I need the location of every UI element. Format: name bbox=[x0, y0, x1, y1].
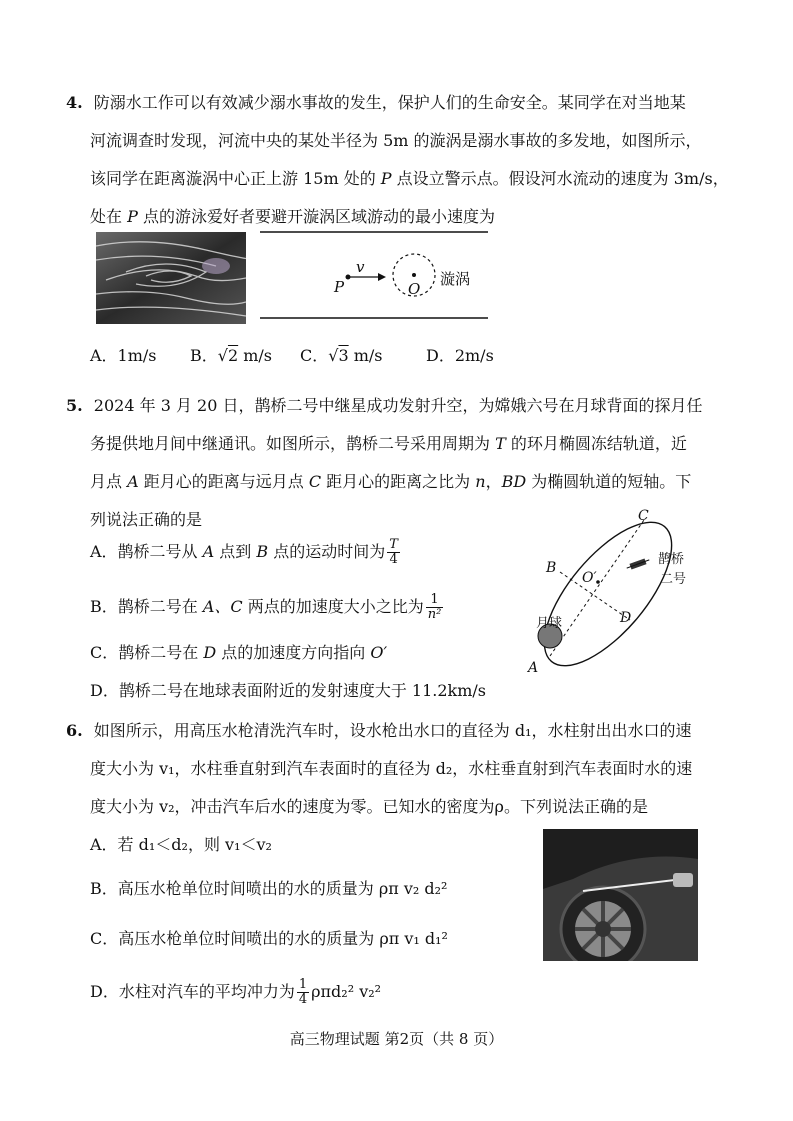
q5-line4: 列说法正确的是 bbox=[90, 510, 203, 529]
orbit-diagram bbox=[520, 508, 700, 678]
q6-option-c: C．高压水枪单位时间喷出的水的质量为 ρπ v₁ d₁² bbox=[90, 929, 448, 948]
orbit-label-C: C bbox=[638, 508, 649, 524]
fig-label-v: v bbox=[356, 258, 365, 276]
q4-line2: 河流调查时发现，河流中央的某处半径为 5m 的漩涡是溺水事故的多发地，如图所示， bbox=[90, 131, 702, 150]
q6-line2: 度大小为 v₁，水柱垂直射到汽车表面时的直径为 d₂，水柱垂直射到汽车表面时水的速 bbox=[90, 759, 693, 778]
q5-option-c: C．鹊桥二号在 D 点的加速度方向指向 O′ bbox=[90, 643, 388, 662]
fig-label-O: O bbox=[408, 280, 421, 298]
q6-option-d: D．水柱对汽车的平均冲力为 $\frac{1}{4}$ ρπd₂² v₂² bbox=[90, 977, 382, 1007]
q5-option-a: A．鹊桥二号从 A 点到 B 点的运动时间为 $\frac{T}{4}$ bbox=[90, 537, 398, 567]
q6-line3: 度大小为 v₂，冲击汽车后水的速度为零。已知水的密度为ρ。下列说法正确的是 bbox=[90, 797, 648, 816]
vortex-photo bbox=[96, 232, 246, 324]
orbit-label-O: O′ bbox=[582, 570, 597, 586]
car-wash-photo bbox=[543, 829, 698, 961]
q4-line4: 处在 P 点的游泳爱好者要避开漩涡区域游动的最小速度为 bbox=[90, 207, 495, 226]
orbit-label-B: B bbox=[546, 560, 557, 576]
q5-line2: 务提供地月间中继通讯。如图所示，鹊桥二号采用周期为 T 的环月椭圆冻结轨道，近 bbox=[90, 434, 687, 453]
q5-number: 5. bbox=[66, 396, 83, 415]
orbit-label-sat2: 二号 bbox=[660, 572, 687, 587]
q5-line3: 月点 A 距月心的距离与远月点 C 距月心的距离之比为 n，BD 为椭圆轨道的短轴。下 bbox=[90, 472, 692, 491]
q6-number: 6. bbox=[66, 721, 83, 740]
q4-line3: 该同学在距离漩涡中心正上游 15m 处的 P 点设立警示点。假设河水流动的速度为 3m/s， bbox=[90, 169, 729, 188]
orbit-label-D: D bbox=[620, 610, 632, 626]
q6-line1: 如图所示，用高压水枪清洗汽车时，设水枪出水口的直径为 d₁，水柱射出出水口的速 bbox=[93, 721, 692, 740]
q6-option-b: B．高压水枪单位时间喷出的水的质量为 ρπ v₂ d₂² bbox=[90, 879, 448, 898]
q5-option-b: B．鹊桥二号在 A、C 两点的加速度大小之比为 $\frac{1}{\text{n²}}$ bbox=[90, 592, 442, 622]
q4-option-c: C．√3 m/s bbox=[300, 346, 383, 365]
q4-text bbox=[66, 84, 729, 236]
q6-option-a: A．若 d₁＜d₂，则 v₁＜v₂ bbox=[90, 835, 272, 854]
orbit-label-A: A bbox=[528, 660, 539, 676]
q6-text bbox=[66, 712, 692, 826]
orbit-label-moon: 月球 bbox=[536, 616, 563, 631]
q4-line1: 防溺水工作可以有效减少溺水事故的发生，保护人们的生命安全。某同学在对当地某 bbox=[93, 93, 686, 112]
q5-option-d: D．鹊桥二号在地球表面附近的发射速度大于 11.2km/s bbox=[90, 681, 487, 700]
page-footer: 高三物理试题 第2页（共 8 页） bbox=[289, 1030, 504, 1048]
fig-label-P: P bbox=[334, 278, 345, 296]
q4-option-d: D．2m/s bbox=[426, 346, 494, 365]
fig-label-vortex: 漩涡 bbox=[440, 270, 471, 288]
q4-option-b: B．√2 m/s bbox=[190, 346, 273, 365]
q4-option-a: A．1m/s bbox=[90, 346, 157, 365]
q5-line1: 2024 年 3 月 20 日，鹊桥二号中继星成功发射升空，为嫦娥六号在月球背面的探月任 bbox=[93, 396, 703, 415]
orbit-label-sat1: 鹊桥 bbox=[658, 552, 685, 567]
q4-number: 4. bbox=[66, 93, 83, 112]
